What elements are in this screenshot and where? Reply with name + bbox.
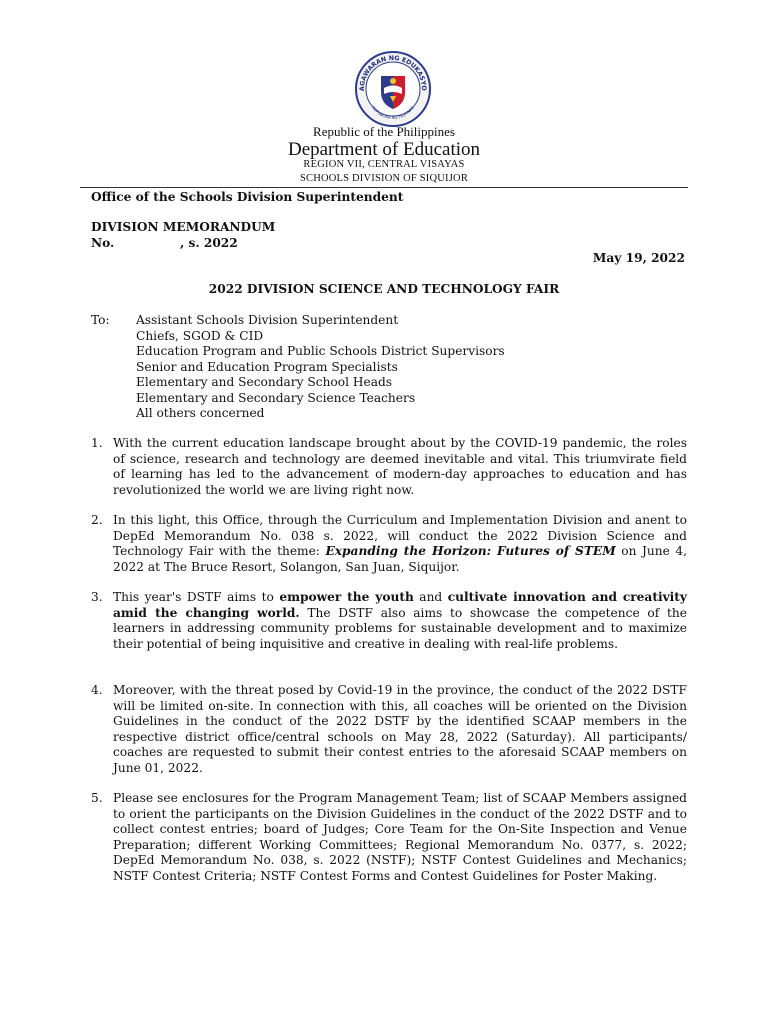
memo-date: May 19, 2022	[592, 251, 685, 265]
paragraph-2	[91, 513, 687, 575]
deped-seal-logo	[354, 50, 432, 128]
paragraph-number: 1.	[91, 436, 103, 450]
recipient-item: Chiefs, SGOD & CID	[136, 328, 264, 343]
text-run: The DSTF also aims to showcase the competence of the learners in addressing community problems for sustainable development and to maximize their potential of being inquisitive and creative in dealing with real-life problems.	[113, 605, 687, 651]
recipient-item: Assistant Schools Division Superintendent	[136, 313, 399, 327]
recipient-item: Education Program and Public Schools District Supervisors	[136, 344, 505, 358]
paragraph-text	[113, 590, 687, 652]
header-divider	[80, 187, 688, 188]
text-run: This year's DSTF aims to	[113, 590, 280, 604]
recipient-list	[136, 313, 505, 422]
recipient-item: Elementary and Secondary Science Teachers	[136, 390, 416, 405]
paragraph-number: 5.	[91, 791, 103, 805]
paragraph-4	[91, 683, 687, 776]
paragraph-text	[113, 513, 687, 575]
memo-number	[91, 236, 291, 252]
recipient-item: Senior and Education Program Specialists	[136, 359, 398, 374]
recipient-item: Elementary and Secondary School Heads	[136, 375, 393, 389]
emphasis-text: cultivate innovation and creativity amid the changing world.	[113, 590, 687, 620]
republic-heading: Republic of the Philippines	[313, 124, 455, 139]
region-heading: REGION VII, CENTRAL VISAYAS	[303, 159, 465, 170]
text-run: In this light, this Office, through the Curriculum and Implementation Division and anent to DepEd Memorandum No. 038 s. 2022, will conduct the 2022 Division Science and Technology Fair with the theme:	[113, 513, 687, 558]
memo-series: , s. 2022	[180, 236, 238, 250]
text-run: on June 4, 2022 at The Bruce Resort, Solangon, San Juan, Siquijor.	[113, 544, 687, 574]
paragraph-3	[91, 590, 687, 652]
memo-number-label: No.	[91, 236, 115, 250]
svg-text:REPUBLIKA NG PILIPINAS: REPUBLIKA NG PILIPINAS	[371, 105, 415, 121]
text-run: and	[413, 590, 448, 604]
svg-text:KAGAWARAN NG EDUKASYON: AGAWARAN NG EDUKASYO	[358, 54, 428, 92]
department-heading: Department of Education	[287, 139, 481, 160]
paragraph-text: Please see enclosures for the Program Management Team; list of SCAAP Members assigned to orient the participants on the Division Guidelines in the conduct of the 2022 DSTF and to collect contest entries; board of Judges; Core Team for the On-Site Inspection and Venue Preparation; different Working Committees; Regional Memorandum No. 0377, s. 2022; DepEd Memorandum No. 038, s. 2022 (NSTF); NSTF Contest Guidelines and Mechanics; NSTF Contest Criteria; NSTF Contest Forms and Contest Guidelines for Poster Making.	[113, 791, 687, 883]
memo-type: DIVISION MEMORANDUM	[91, 220, 276, 234]
to-label: To:	[91, 313, 110, 327]
paragraph-5	[91, 791, 687, 884]
paragraph-text: With the current education landscape brought about by the COVID-19 pandemic, the roles of science, research and technology are deemed inevitable and vital. This triumvirate field of learning has led to the advancement of modern-day approaches to education and has revolutionized the world we are living right now.	[113, 436, 687, 497]
office-line: Office of the Schools Division Superintendent	[91, 190, 404, 204]
paragraph-1	[91, 436, 687, 498]
memo-subject: 2022 DIVISION SCIENCE AND TECHNOLOGY FAIR	[208, 282, 560, 296]
theme-text: Expanding the Horizon: Futures of STEM	[325, 544, 616, 558]
paragraph-text: Moreover, with the threat posed by Covid-19 in the province, the conduct of the 2022 DSTF will be limited on-site. In connection with this, all coaches will be oriented on the Division Guidelines in the conduct of the 2022 DSTF by the identified SCAAP members in the respective district office/central schools on May 28, 2022 (Saturday). All participants/ coaches are requested to submit their contest entries to the aforesaid SCAAP members on June 01, 2022.	[113, 683, 687, 775]
paragraph-number: 4.	[91, 683, 103, 697]
emphasis-text: empower the youth	[279, 590, 414, 604]
paragraph-number: 3.	[91, 590, 103, 604]
recipient-item: All others concerned	[136, 406, 265, 420]
paragraph-number: 2.	[91, 513, 103, 527]
division-heading: SCHOOLS DIVISION OF SIQUIJOR	[299, 173, 469, 184]
